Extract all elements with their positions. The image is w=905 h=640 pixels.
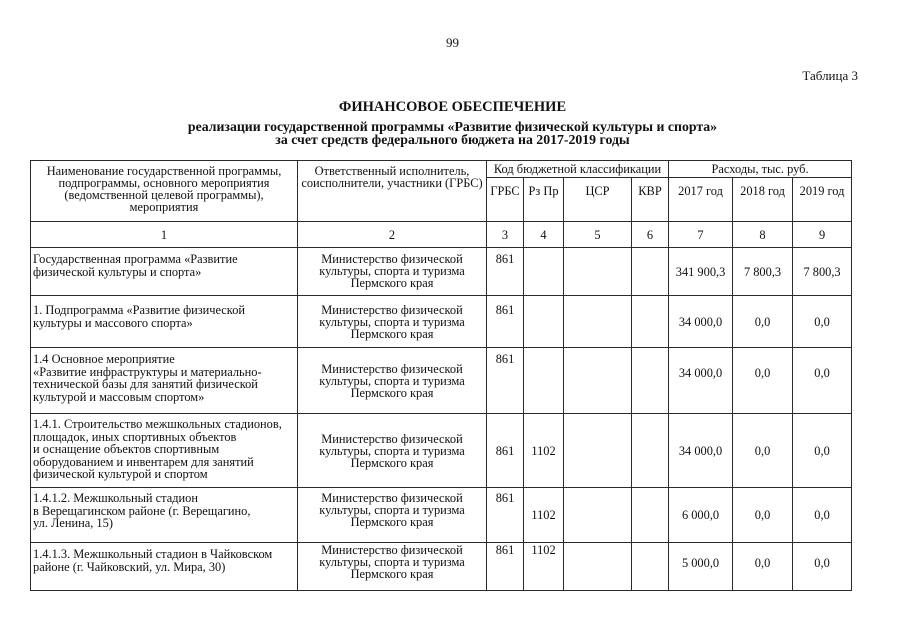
header-line: соисполнители, участники (ГРБС): [301, 176, 483, 190]
column-number-row: [31, 222, 852, 248]
table-row: [31, 488, 852, 543]
cell-2018: 0,0: [733, 488, 793, 543]
header-csr: ЦСР: [564, 178, 632, 222]
name-line: 1.4.1.2. Межшкольный стадион: [33, 491, 198, 505]
cell-kvr: [632, 414, 669, 488]
cell-kvr: [632, 296, 669, 348]
header-executor-column: [298, 161, 487, 222]
executor-line: Министерство физической: [321, 543, 463, 557]
name-line: культуры и массового спорта»: [33, 315, 193, 330]
cell-2018: 0,0: [733, 414, 793, 488]
executor-line: Министерство физической: [321, 303, 463, 317]
executor-line: Министерство физической: [321, 361, 463, 376]
header-line: (ведомственной целевой программы),: [64, 188, 264, 202]
executor-line: культуры, спорта и туризма: [319, 555, 465, 569]
header-line: Наименование государственной программы,: [46, 164, 282, 178]
name-line: физической культуры и спорта»: [33, 264, 202, 279]
cell-2018: 0,0: [733, 296, 793, 348]
name-line: 1.4.1. Строительство межшкольных стадионов,: [33, 417, 282, 431]
column-number: 3: [487, 222, 524, 248]
cell-rz-pr: [524, 348, 564, 414]
cell-name: [31, 296, 298, 348]
cell-2018: 0,0: [733, 543, 793, 591]
executor-line: культуры, спорта и туризма: [319, 503, 465, 517]
header-year-2017: 2017 год: [669, 178, 733, 222]
executor-line: Пермского края: [350, 276, 434, 290]
table-row: [31, 414, 852, 488]
cell-csr: [564, 248, 632, 296]
cell-2017: 5 000,0: [669, 543, 733, 591]
name-line: «Развитие инфраструктуры и материально-: [33, 364, 262, 379]
table-label: Таблица 3: [802, 68, 858, 83]
name-line: технической базы для занятий физической: [33, 377, 258, 392]
column-number: 5: [564, 222, 632, 248]
cell-grbs: 861: [487, 414, 524, 488]
header-rz-pr: Рз Пр: [524, 178, 564, 222]
cell-rz-pr: 1102: [524, 488, 564, 543]
cell-name: [31, 348, 298, 414]
column-number: 9: [793, 222, 852, 248]
name-line: площадок, иных спортивных объектов: [33, 429, 237, 444]
cell-grbs: 861: [487, 543, 524, 591]
header-year-2018: 2018 год: [733, 178, 793, 222]
cell-2017: 341 900,3: [669, 248, 733, 296]
document-subtitle-line: реализации государственной программы «Развитие физической культуры и спорта»: [187, 119, 718, 134]
cell-csr: [564, 488, 632, 543]
cell-executor: [298, 488, 487, 543]
cell-csr: [564, 296, 632, 348]
cell-rz-pr: 1102: [524, 414, 564, 488]
cell-2019: 0,0: [793, 543, 852, 591]
column-number: 1: [31, 222, 298, 248]
table-row: [31, 296, 852, 348]
cell-rz-pr: 1102: [524, 543, 564, 591]
cell-2019: 0,0: [793, 296, 852, 348]
cell-2019: 0,0: [793, 414, 852, 488]
cell-grbs: 861: [487, 488, 524, 543]
cell-kvr: [632, 488, 669, 543]
cell-rz-pr: [524, 248, 564, 296]
executor-line: Министерство физической: [321, 252, 463, 266]
cell-rz-pr: [524, 296, 564, 348]
column-number: 6: [632, 222, 669, 248]
header-line: мероприятия: [129, 200, 199, 214]
name-line: оборудованием и инвентарем для занятий: [33, 454, 254, 469]
cell-executor: [298, 543, 487, 591]
table-row: [31, 248, 852, 296]
cell-executor: [298, 248, 487, 296]
executor-line: Пермского края: [350, 455, 434, 470]
table-header-row: [31, 161, 852, 178]
executor-line: культуры, спорта и туризма: [319, 373, 465, 388]
document-subtitle: [0, 121, 905, 146]
table-row: [31, 348, 852, 414]
name-line: в Верещагинском районе (г. Верещагино,: [33, 503, 251, 518]
name-line: и оснащение объектов спортивным: [33, 442, 220, 457]
cell-2018: 7 800,3: [733, 248, 793, 296]
name-line: культурой и массовым спортом»: [33, 389, 205, 404]
column-number: 8: [733, 222, 793, 248]
cell-kvr: [632, 543, 669, 591]
column-number: 4: [524, 222, 564, 248]
executor-line: Пермского края: [350, 515, 434, 529]
document-subtitle-line: за счет средств федерального бюджета на 2017-2019 годы: [275, 131, 630, 147]
cell-2017: 6 000,0: [669, 488, 733, 543]
cell-executor: [298, 414, 487, 488]
document-title: ФИНАНСОВОЕ ОБЕСПЕЧЕНИЕ: [338, 99, 567, 115]
cell-executor: [298, 348, 487, 414]
cell-2017: 34 000,0: [669, 348, 733, 414]
cell-grbs: 861: [487, 296, 524, 348]
cell-kvr: [632, 348, 669, 414]
cell-csr: [564, 348, 632, 414]
name-line: ул. Ленина, 15): [33, 516, 113, 531]
cell-grbs: 861: [487, 248, 524, 296]
name-line: районе (г. Чайковский, ул. Мира, 30): [33, 559, 226, 574]
executor-line: культуры, спорта и туризма: [319, 264, 465, 278]
header-year-2019: 2019 год: [793, 178, 852, 222]
executor-line: Министерство физической: [321, 491, 463, 505]
executor-line: Министерство физической: [321, 431, 463, 446]
cell-2017: 34 000,0: [669, 414, 733, 488]
cell-csr: [564, 414, 632, 488]
cell-2017: 34 000,0: [669, 296, 733, 348]
header-line: Ответственный исполнитель,: [314, 164, 470, 178]
name-line: 1.4 Основное мероприятие: [33, 352, 175, 366]
name-line: 1.4.1.3. Межшкольный стадион в Чайковском: [33, 547, 273, 561]
executor-line: Пермского края: [350, 327, 434, 341]
cell-name: [31, 414, 298, 488]
cell-grbs: 861: [487, 348, 524, 414]
name-line: 1. Подпрограмма «Развитие физической: [33, 303, 246, 317]
cell-csr: [564, 543, 632, 591]
name-line: Государственная программа «Развитие: [33, 252, 238, 266]
column-number: 2: [298, 222, 487, 248]
executor-line: культуры, спорта и туризма: [319, 315, 465, 329]
page-number: 99: [446, 35, 459, 50]
cell-name: [31, 488, 298, 543]
header-line: подпрограммы, основного мероприятия: [58, 176, 270, 190]
cell-2019: 7 800,3: [793, 248, 852, 296]
cell-executor: [298, 296, 487, 348]
header-budget-code: Код бюджетной классификации: [487, 161, 669, 178]
name-line: физической культурой и спортом: [33, 467, 208, 482]
executor-line: культуры, спорта и туризма: [319, 443, 465, 458]
cell-name: [31, 248, 298, 296]
cell-2018: 0,0: [733, 348, 793, 414]
financing-table: [30, 160, 852, 591]
cell-name: [31, 543, 298, 591]
cell-kvr: [632, 248, 669, 296]
header-expenses: Расходы, тыс. руб.: [669, 161, 852, 178]
header-kvr: КВР: [632, 178, 669, 222]
executor-line: Пермского края: [350, 385, 434, 400]
cell-2019: 0,0: [793, 348, 852, 414]
executor-line: Пермского края: [350, 567, 434, 581]
cell-2019: 0,0: [793, 488, 852, 543]
header-grbs: ГРБС: [487, 178, 524, 222]
table-row: [31, 543, 852, 591]
column-number: 7: [669, 222, 733, 248]
header-name-column: [31, 161, 298, 222]
